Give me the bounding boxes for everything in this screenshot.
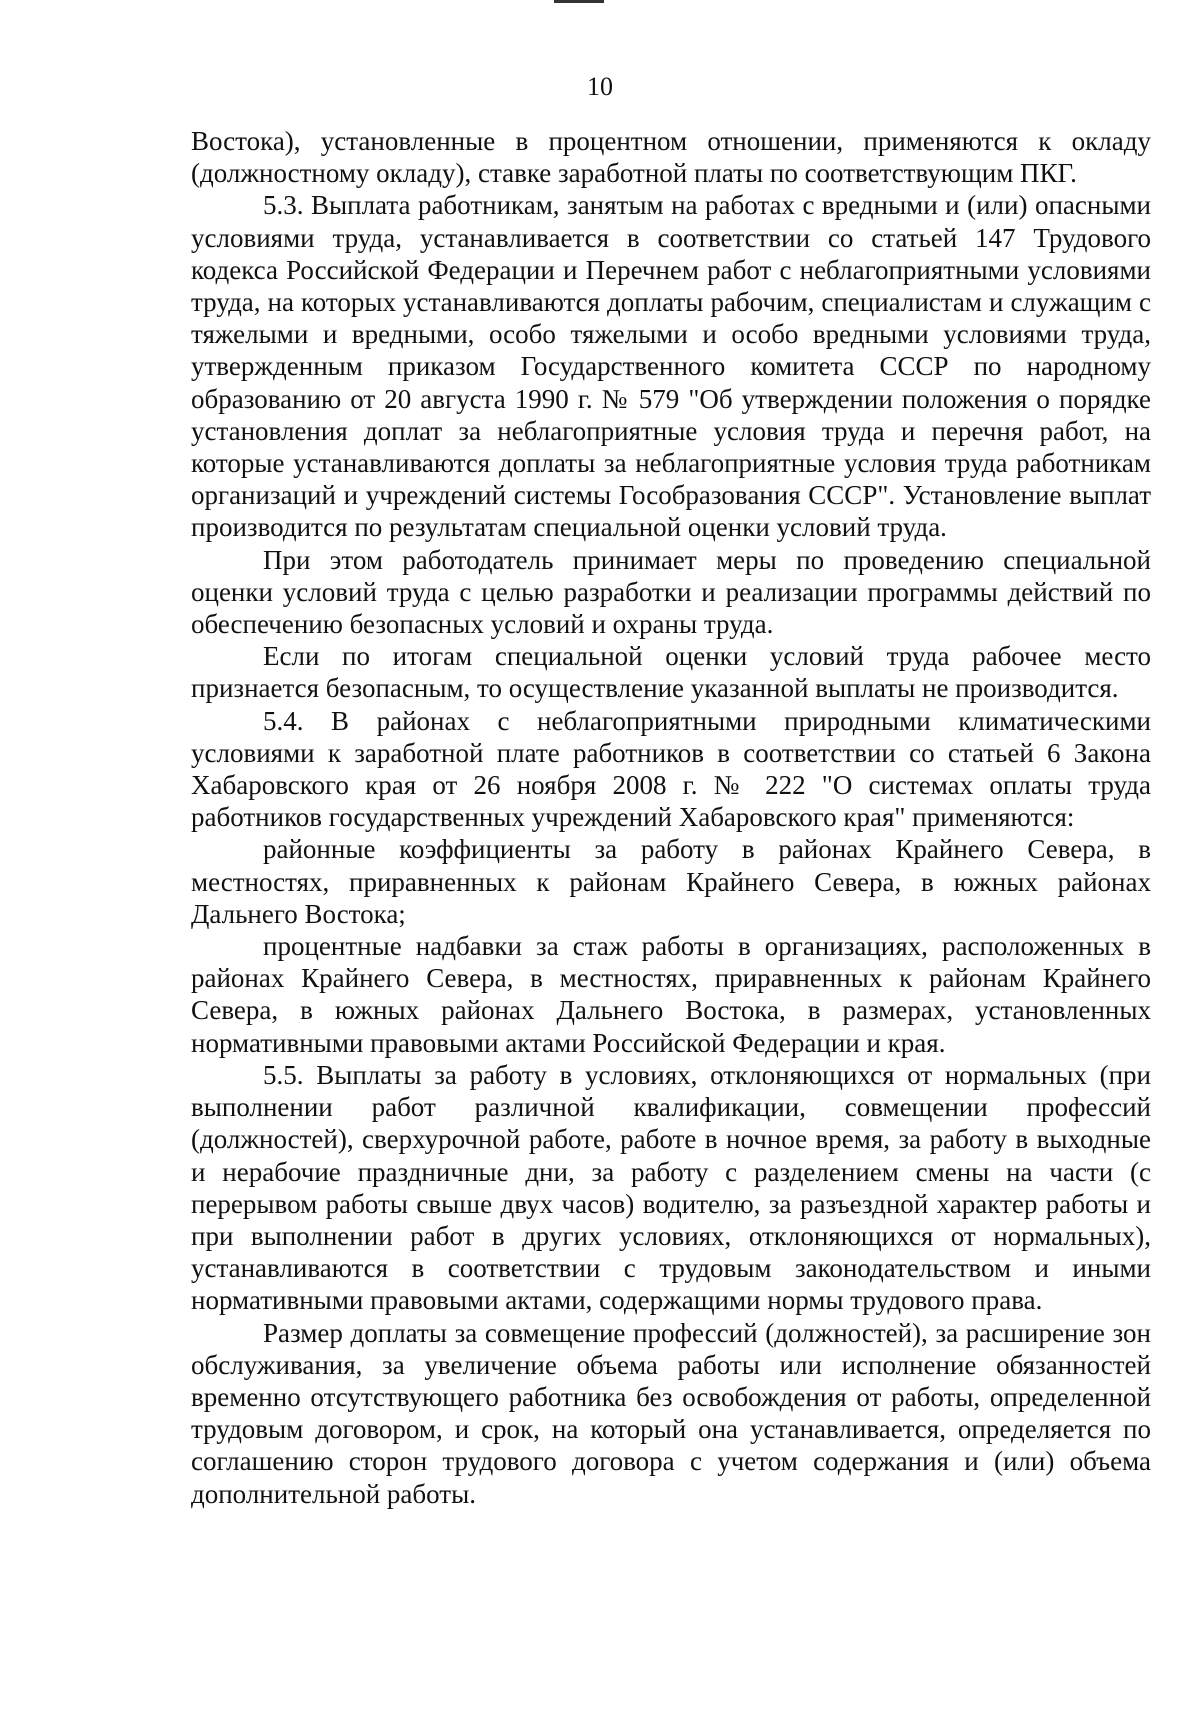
paragraph-regional-coefficients: районные коэффициенты за работу в районах Крайнего Севера, в местностях, приравненных к районам Крайнего Севера, в южных районах Дальнего Востока; (191, 834, 1151, 929)
top-edge-mark (554, 0, 604, 3)
paragraph-5-4: 5.4. В районах с неблагоприятными природными климатическими условиями к заработной плате работников в соответствии со статьей 6 Закона Хабаровского края от 26 ноября 2008 г. № 222 "О системах оплаты труда работников государственных учреждений Хабаровского края" применяются: (191, 705, 1151, 833)
paragraph-employer-measures: При этом работодатель принимает меры по проведению специальной оценки условий труда с целью разработки и реализации программы действий по обеспечению безопасных условий и охраны труда. (191, 544, 1151, 640)
paragraph-continuation: Востока), установленные в процентном отношении, применяются к окладу (должностному окладу), ставке заработной платы по соответствующим ПКГ. (191, 126, 1151, 189)
paragraph-safe-workplace: Если по итогам специальной оценки условий труда рабочее место признается безопасным, то осуществление указанной выплаты не производится. (191, 641, 1151, 704)
paragraph-percentage-allowances: процентные надбавки за стаж работы в организациях, расположенных в районах Крайнего Севера, в местностях, приравненных к районам Крайнего Севера, в южных районах Дальнего Востока, в размерах, установленных нормативными правовыми актами Российской Федерации и края. (191, 931, 1151, 1058)
paragraph-5-5: 5.5. Выплаты за работу в условиях, отклоняющихся от нормальных (при выполнении работ различной квалификации, совмещении профессий (должностей), сверхурочной работе, работе в ночное время, за работу в выходные и нерабочие праздничные дни, за работу с разделением смены на части (с перерывом работы свыше двух часов) водителю, за разъездной характер работы и при выполнении работ в других условиях, отклоняющихся от нормальных), устанавливаются в соответствии с трудовым законодательством и иными нормативными правовыми актами, содержащими нормы трудового права. (191, 1059, 1151, 1316)
page-number: 10 (587, 72, 613, 101)
paragraph-5-3: 5.3. Выплата работникам, занятым на работах с вредными и (или) опасными условиями труда, устанавливается в соответствии со статьей 147 Трудового кодекса Российской Федерации и Перечнем работ с неблагоприятными условиями труда, на которых устанавливаются доплаты рабочим, специалистам и служащим с тяжелыми и вредными, особо тяжелыми и особо вредными условиями труда, утвержденным приказом Государственного комитета СССР по народному образованию от 20 августа 1990 г. № 579 "Об утверждении положения о порядке установления доплат за неблагоприятные условия труда и перечня работ, на которые устанавливаются доплаты за неблагоприятные условия труда работникам организаций и учреждений системы Гособразования СССР". Установление выплат производится по результатам специальной оценки условий труда. (191, 190, 1151, 543)
document-body (191, 125, 1151, 1510)
paragraph-combination-payment: Размер доплаты за совмещение профессий (должностей), за расширение зон обслуживания, за увеличение объема работы или исполнение обязанностей временно отсутствующего работника без освобождения от работы, определенной трудовым договором, и срок, на который она устанавливается, определяется по соглашению сторон трудового договора с учетом содержания и (или) объема дополнительной работы. (191, 1317, 1151, 1509)
